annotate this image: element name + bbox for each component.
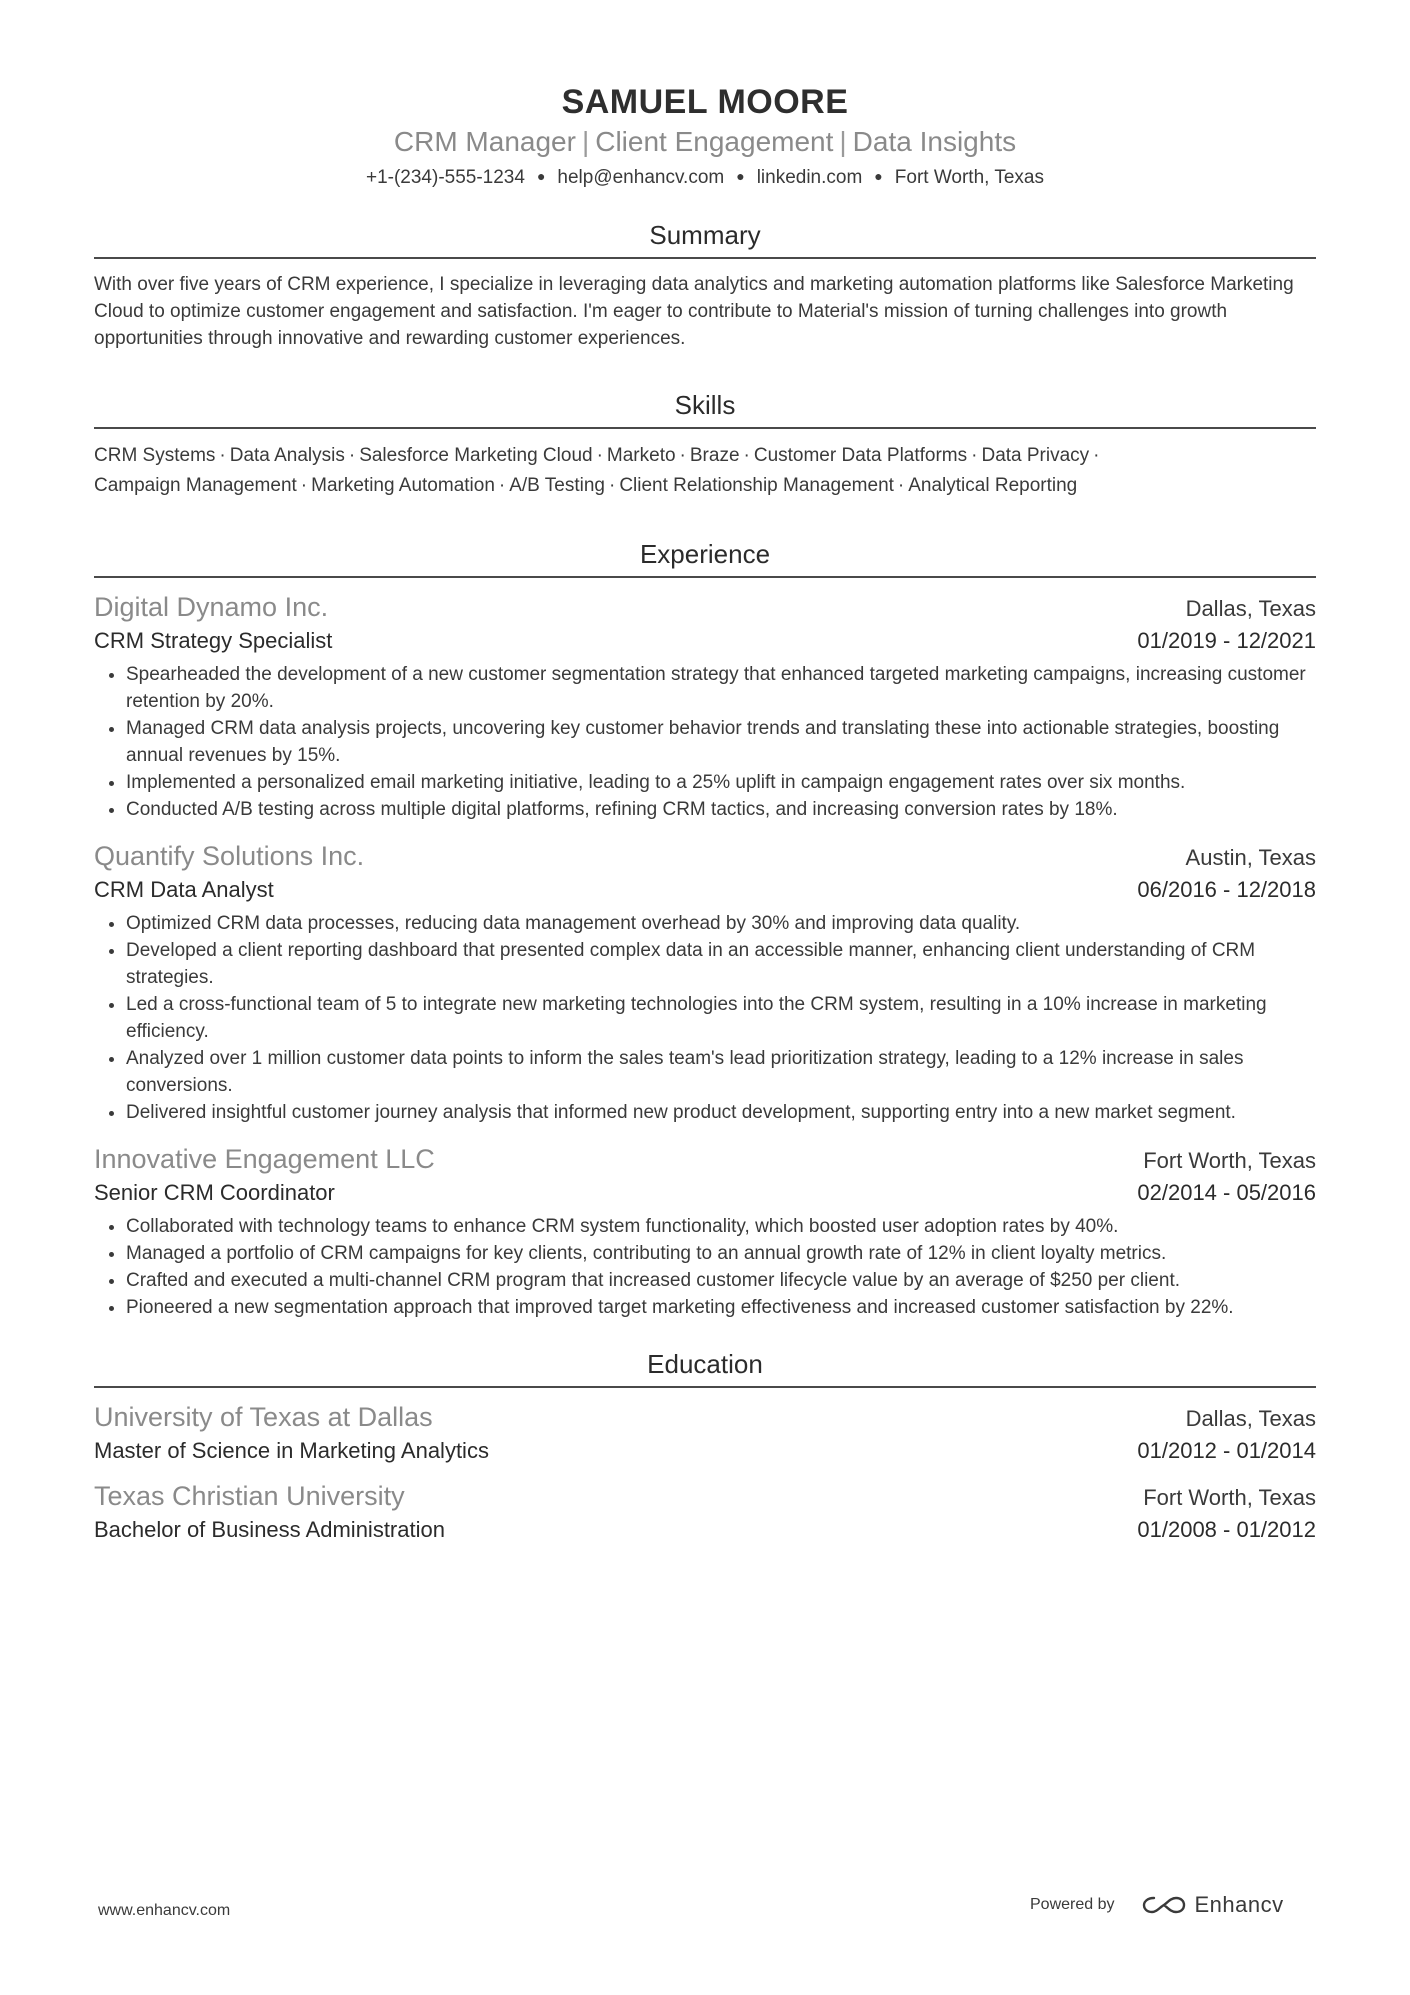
- skill-item: Braze: [689, 445, 740, 466]
- job-entry: [94, 839, 1316, 1126]
- job-title: CRM Strategy Specialist: [94, 628, 333, 653]
- headline: [94, 124, 1316, 160]
- education-dates: 01/2008 - 01/2012: [1137, 1517, 1316, 1542]
- skills-line: [94, 471, 1316, 501]
- bullet-separator: ●: [536, 168, 546, 184]
- company-name: Digital Dynamo Inc.: [94, 592, 329, 622]
- job-bullets: [94, 910, 1316, 1126]
- headline-separator: |: [839, 126, 847, 157]
- skill-separator: ·: [971, 445, 978, 466]
- bullet-item: • Crafted and executed a multi-channel CRM program that increased customer lifecycle value by an average of $250 per client.: [126, 1267, 1316, 1294]
- degree: Bachelor of Business Administration: [94, 1517, 445, 1542]
- footer-website-link[interactable]: www.enhancv.com: [98, 1902, 231, 1919]
- skill-separator: ·: [608, 475, 616, 496]
- skills-list: [94, 441, 1316, 501]
- skill-separator: ·: [219, 445, 226, 466]
- job-bullets: [94, 661, 1316, 823]
- bullet-item: • Pioneered a new segmentation approach that improved target marketing effectiveness and increased customer satisfaction by 22%.: [126, 1294, 1316, 1321]
- school-name: Texas Christian University: [94, 1481, 405, 1511]
- candidate-name: SAMUEL MOORE: [561, 83, 849, 121]
- school-location: Dallas, Texas: [1185, 1406, 1316, 1431]
- section-heading-skills: Skills: [94, 390, 1316, 429]
- job-entry: [94, 1142, 1316, 1321]
- section-heading-summary: Summary: [94, 220, 1316, 259]
- resume-header: [94, 80, 1316, 192]
- headline-title-3: Data Insights: [852, 126, 1017, 157]
- contact-email[interactable]: help@enhancv.com: [557, 167, 725, 188]
- contact-location: Fort Worth, Texas: [894, 167, 1045, 188]
- skill-item: Client Relationship Management: [619, 475, 894, 496]
- job-title: CRM Data Analyst: [94, 877, 274, 902]
- skill-item: Campaign Management: [94, 475, 297, 496]
- skill-separator: ·: [596, 445, 603, 466]
- enhancv-logo[interactable]: [1141, 1892, 1284, 1918]
- job-dates: 01/2019 - 12/2021: [1137, 628, 1316, 653]
- job-title: Senior CRM Coordinator: [94, 1180, 335, 1205]
- skill-item: Marketo: [606, 445, 676, 466]
- company-name: Quantify Solutions Inc.: [94, 841, 365, 871]
- resume-page: [94, 80, 1316, 1558]
- bullet-item: • Spearheaded the development of a new customer segmentation strategy that enhanced targeted marketing campaigns, increasing customer retention by 20%.: [126, 661, 1316, 715]
- section-heading-experience: Experience: [94, 539, 1316, 578]
- summary-text: With over five years of CRM experience, I specialize in leveraging data analytics and marketing automation platforms like Salesforce Marketing Cloud to optimize customer engagement and satisfaction. I'm eager to contribute to Material's mission of turning challenges into growth opportunities through innovative and rewarding customer experiences.: [94, 274, 1294, 349]
- education-entry: [94, 1400, 1316, 1467]
- summary-section: [94, 220, 1316, 352]
- skill-separator: ·: [348, 445, 356, 466]
- enhancv-logo-text: Enhancv: [1194, 1892, 1284, 1917]
- job-location: Austin, Texas: [1185, 845, 1316, 870]
- school-name: University of Texas at Dallas: [94, 1402, 433, 1432]
- contact-line: [94, 162, 1316, 192]
- skills-line: [94, 441, 1316, 471]
- skill-separator: ·: [743, 445, 750, 466]
- skill-item: Data Privacy: [981, 445, 1090, 466]
- bullet-item: • Optimized CRM data processes, reducing data management overhead by 30% and improving data quality.: [126, 910, 1316, 937]
- job-location: Dallas, Texas: [1185, 596, 1316, 621]
- contact-phone[interactable]: +1-(234)-555-1234: [365, 167, 525, 188]
- skill-separator: ·: [897, 475, 905, 496]
- job-location: Fort Worth, Texas: [1143, 1148, 1316, 1173]
- skill-item: Marketing Automation: [311, 475, 495, 496]
- job-dates: 02/2014 - 05/2016: [1137, 1180, 1316, 1205]
- skill-item: CRM Systems: [94, 445, 216, 466]
- company-name: Innovative Engagement LLC: [94, 1144, 435, 1174]
- skill-item: Data Analysis: [229, 445, 345, 466]
- headline-title-1: CRM Manager: [393, 126, 576, 157]
- school-location: Fort Worth, Texas: [1143, 1485, 1316, 1510]
- headline-separator: |: [581, 126, 590, 157]
- skill-item: Salesforce Marketing Cloud: [359, 445, 593, 466]
- section-heading-education: Education: [94, 1349, 1316, 1388]
- bullet-item: • Developed a client reporting dashboard that presented complex data in an accessible manner, enhancing client understanding of CRM strategies.: [126, 937, 1316, 991]
- bullet-separator: ●: [874, 168, 883, 184]
- skill-separator: ·: [679, 445, 686, 466]
- enhancv-logo-icon: [1141, 1894, 1187, 1916]
- bullet-item: • Collaborated with technology teams to enhance CRM system functionality, which boosted user adoption rates by 40%.: [126, 1213, 1316, 1240]
- bullet-item: • Led a cross-functional team of 5 to integrate new marketing technologies into the CRM system, resulting in a 10% increase in marketing efficiency.: [126, 991, 1316, 1045]
- education-section: [94, 1349, 1316, 1546]
- education-dates: 01/2012 - 01/2014: [1137, 1438, 1316, 1463]
- skills-section: [94, 390, 1316, 501]
- skill-item: A/B Testing: [509, 475, 605, 496]
- experience-section: [94, 539, 1316, 1321]
- bullet-item: • Analyzed over 1 million customer data points to inform the sales team's lead prioritization strategy, leading to a 12% increase in sales conversions.: [126, 1045, 1316, 1099]
- job-dates: 06/2016 - 12/2018: [1137, 877, 1316, 902]
- education-entry: [94, 1479, 1316, 1546]
- bullet-item: • Conducted A/B testing across multiple digital platforms, refining CRM tactics, and increasing conversion rates by 18%.: [126, 796, 1316, 823]
- bullet-item: • Managed CRM data analysis projects, uncovering key customer behavior trends and translating these into actionable strategies, boosting annual revenues by 15%.: [126, 715, 1316, 769]
- skill-item: Analytical Reporting: [908, 475, 1078, 496]
- job-entry: [94, 590, 1316, 823]
- bullet-item: • Managed a portfolio of CRM campaigns for key clients, contributing to an annual growth rate of 12% in client loyalty metrics.: [126, 1240, 1316, 1267]
- skill-separator: ·: [498, 475, 506, 496]
- contact-linkedin[interactable]: linkedin.com: [756, 167, 863, 188]
- bullet-item: • Delivered insightful customer journey analysis that informed new product development, supporting entry into a new market segment.: [126, 1099, 1316, 1126]
- powered-by-label: Powered by: [1030, 1896, 1115, 1913]
- headline-title-2: Client Engagement: [595, 126, 834, 157]
- skill-separator: ·: [300, 475, 308, 496]
- footer-branding: [1030, 1892, 1284, 1918]
- job-bullets: [94, 1213, 1316, 1321]
- skill-item: Customer Data Platforms: [753, 445, 968, 466]
- degree: Master of Science in Marketing Analytics: [94, 1438, 489, 1463]
- bullet-separator: ●: [736, 168, 745, 184]
- bullet-item: • Implemented a personalized email marketing initiative, leading to a 25% uplift in campaign engagement rates over six months.: [126, 769, 1316, 796]
- skill-separator: ·: [1093, 445, 1100, 466]
